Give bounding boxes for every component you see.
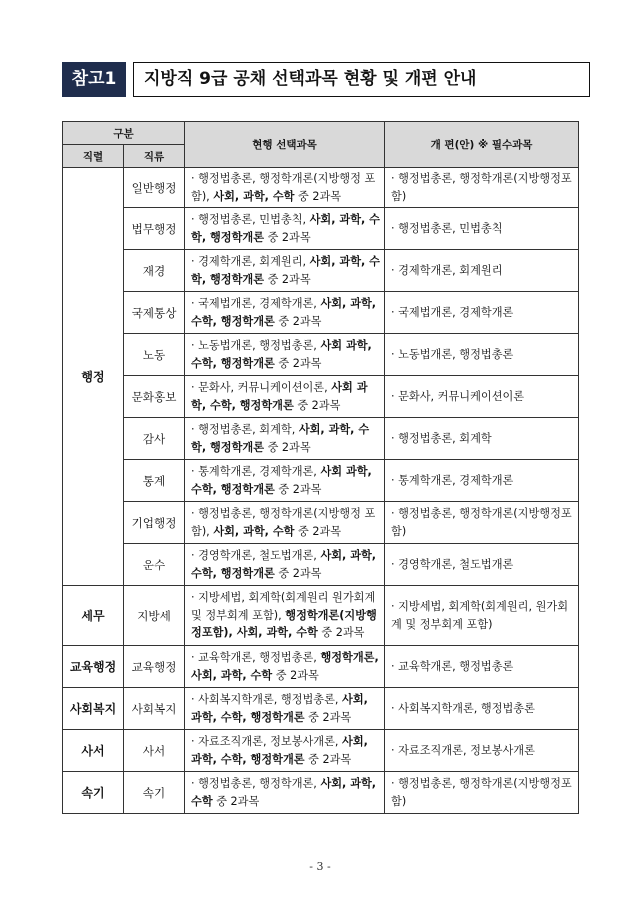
- job-cell: 사회복지: [124, 688, 185, 730]
- cur-text: · 자료조직개론, 정보봉사개론,: [191, 735, 343, 748]
- table-row: [63, 376, 579, 418]
- cur-text: · 경영학개론, 철도법개론,: [191, 549, 321, 562]
- current-cell: [185, 772, 385, 814]
- cur-bold: 사회, 과학, 수학: [213, 524, 295, 538]
- cur-bold: 행정학개론(지방행정포함), 사회, 과학, 수학: [191, 608, 377, 640]
- cur-tail: 중 2과목: [264, 230, 311, 244]
- new-cell: · 통계학개론, 경제학개론: [385, 460, 579, 502]
- cur-bold: 행정학개론, 사회, 과학, 수학: [191, 651, 379, 682]
- header-group: 구분: [63, 122, 185, 145]
- table-row: [63, 460, 579, 502]
- table-row: [63, 334, 579, 376]
- table-row: [63, 544, 579, 586]
- table-row: [63, 502, 579, 544]
- cur-tail: 중 2과목: [304, 752, 352, 766]
- cur-bold: 사회, 과학, 수학, 행정학개론: [191, 549, 377, 580]
- group-cell: 교육행정: [63, 646, 124, 688]
- cur-bold: 사회, 과학, 수학: [213, 189, 295, 203]
- cur-text: · 문화사, 커뮤니케이션이론,: [191, 381, 332, 394]
- reference-badge: 참고1: [62, 62, 126, 97]
- new-cell: · 행정법총론, 행정학개론(지방행정포함): [385, 502, 579, 544]
- cur-text: · 행정법총론, 행정학개론(지방행정 포함),: [191, 172, 376, 203]
- cur-text: · 행정법총론, 행정학개론,: [191, 777, 321, 790]
- cur-bold: 사회, 과학, 수학, 행정학개론: [191, 297, 377, 328]
- cur-bold: 사회, 과학, 수학, 행정학개론: [191, 735, 368, 766]
- job-cell: 운수: [124, 544, 185, 586]
- header-jikryu: 직류: [124, 145, 185, 168]
- job-cell: 통계: [124, 460, 185, 502]
- group-cell: 속기: [63, 772, 124, 814]
- current-cell: [185, 376, 385, 418]
- new-cell: · 국제법개론, 경제학개론: [385, 292, 579, 334]
- table-row: [63, 208, 579, 250]
- job-cell: 속기: [124, 772, 185, 814]
- cur-tail: 중 2과목: [294, 189, 342, 203]
- current-cell: [185, 168, 385, 208]
- header-current: 현행 선택과목: [185, 122, 385, 168]
- job-cell: 재경: [124, 250, 185, 292]
- subject-table: [62, 121, 579, 814]
- cur-bold: 사회, 과학, 수학, 행정학개론: [191, 213, 380, 244]
- table-row: [63, 168, 579, 208]
- group-cell: 사회복지: [63, 688, 124, 730]
- job-cell: 감사: [124, 418, 185, 460]
- cur-tail: 중 2과목: [294, 524, 342, 538]
- current-cell: [185, 586, 385, 646]
- header-jikryeol: 직렬: [63, 145, 124, 168]
- current-cell: [185, 250, 385, 292]
- page-title: 지방직 9급 공채 선택과목 현황 및 개편 안내: [133, 62, 590, 97]
- page-number: - 3 -: [309, 860, 331, 873]
- cur-bold: 사회, 과학, 수학, 행정학개론: [191, 423, 370, 454]
- cur-text: · 국제법개론, 경제학개론,: [191, 297, 321, 310]
- new-cell: · 지방세법, 회계학(회계원리, 원가회계 및 정부회계 포함): [385, 586, 579, 646]
- cur-tail: 중 2과목: [317, 626, 365, 640]
- job-cell: 사서: [124, 730, 185, 772]
- new-cell: · 교육학개론, 행정법총론: [385, 646, 579, 688]
- cur-bold: 사회, 과학, 수학, 행정학개론: [191, 693, 368, 724]
- cur-tail: 중 2과목: [304, 710, 352, 724]
- new-cell: · 행정법총론, 행정학개론(지방행정포함): [385, 772, 579, 814]
- table-row: [63, 586, 579, 646]
- table-row: [63, 772, 579, 814]
- cur-tail: 중 2과목: [274, 566, 322, 580]
- cur-tail: 중 2과목: [264, 272, 311, 286]
- cur-bold: 사회, 과학, 수학: [191, 777, 377, 808]
- cur-text: · 노동법개론, 행정법총론,: [191, 339, 321, 352]
- new-cell: · 경제학개론, 회계원리: [385, 250, 579, 292]
- cur-text: · 경제학개론, 회계원리,: [191, 255, 310, 268]
- cur-bold: 사회 과학, 수학, 행정학개론: [191, 465, 372, 496]
- current-cell: [185, 460, 385, 502]
- cur-bold: 사회 과학, 수학, 행정학개론: [191, 381, 368, 412]
- table-row: [63, 418, 579, 460]
- new-cell: · 행정법총론, 행정학개론(지방행정포함): [385, 168, 579, 208]
- table-row: [63, 646, 579, 688]
- current-cell: [185, 688, 385, 730]
- cur-text: · 행정법총론, 민법총칙,: [191, 213, 310, 226]
- current-cell: [185, 730, 385, 772]
- new-cell: · 행정법총론, 민법총칙: [385, 208, 579, 250]
- new-cell: · 행정법총론, 회계학: [385, 418, 579, 460]
- job-cell: 교육행정: [124, 646, 185, 688]
- cur-tail: 중 2과목: [293, 398, 341, 412]
- current-cell: [185, 334, 385, 376]
- new-cell: · 노동법개론, 행정법총론: [385, 334, 579, 376]
- current-cell: [185, 208, 385, 250]
- job-cell: 지방세: [124, 586, 185, 646]
- current-cell: [185, 292, 385, 334]
- cur-tail: 중 2과목: [212, 794, 260, 808]
- current-cell: [185, 418, 385, 460]
- new-cell: · 경영학개론, 철도법개론: [385, 544, 579, 586]
- cur-text: · 행정법총론, 행정학개론(지방행정 포함),: [191, 507, 376, 538]
- cur-tail: 중 2과목: [274, 356, 322, 370]
- job-cell: 노동: [124, 334, 185, 376]
- header-new: 개 편(안) ※ 필수과목: [385, 122, 579, 168]
- cur-bold: 사회, 과학, 수학, 행정학개론: [191, 255, 380, 286]
- new-cell: · 사회복지학개론, 행정법총론: [385, 688, 579, 730]
- table-row: [63, 250, 579, 292]
- new-cell: · 자료조직개론, 정보봉사개론: [385, 730, 579, 772]
- current-cell: [185, 502, 385, 544]
- cur-tail: 중 2과목: [274, 314, 322, 328]
- current-cell: [185, 544, 385, 586]
- job-cell: 법무행정: [124, 208, 185, 250]
- job-cell: 일반행정: [124, 168, 185, 208]
- cur-text: · 사회복지학개론, 행정법총론,: [191, 693, 343, 706]
- new-cell: · 문화사, 커뮤니케이션이론: [385, 376, 579, 418]
- cur-bold: 사회 과학, 수학, 행정학개론: [191, 339, 372, 370]
- cur-tail: 중 2과목: [264, 440, 311, 454]
- table-row: [63, 688, 579, 730]
- current-cell: [185, 646, 385, 688]
- cur-text: · 교육학개론, 행정법총론,: [191, 651, 321, 664]
- cur-tail: 중 2과목: [274, 482, 322, 496]
- table-row: [63, 730, 579, 772]
- table-row: [63, 292, 579, 334]
- group-cell: 사서: [63, 730, 124, 772]
- cur-text: · 지방세법, 회계학(회계원리 원가회계 및 정부회계 포함),: [191, 591, 376, 622]
- section-header: [62, 62, 580, 97]
- group-cell: 행정: [63, 168, 124, 586]
- job-cell: 기업행정: [124, 502, 185, 544]
- cur-text: · 통계학개론, 경제학개론,: [191, 465, 321, 478]
- cur-text: · 행정법총론, 회계학,: [191, 423, 299, 436]
- job-cell: 문화홍보: [124, 376, 185, 418]
- cur-tail: 중 2과목: [272, 668, 319, 682]
- group-cell: 세무: [63, 586, 124, 646]
- job-cell: 국제통상: [124, 292, 185, 334]
